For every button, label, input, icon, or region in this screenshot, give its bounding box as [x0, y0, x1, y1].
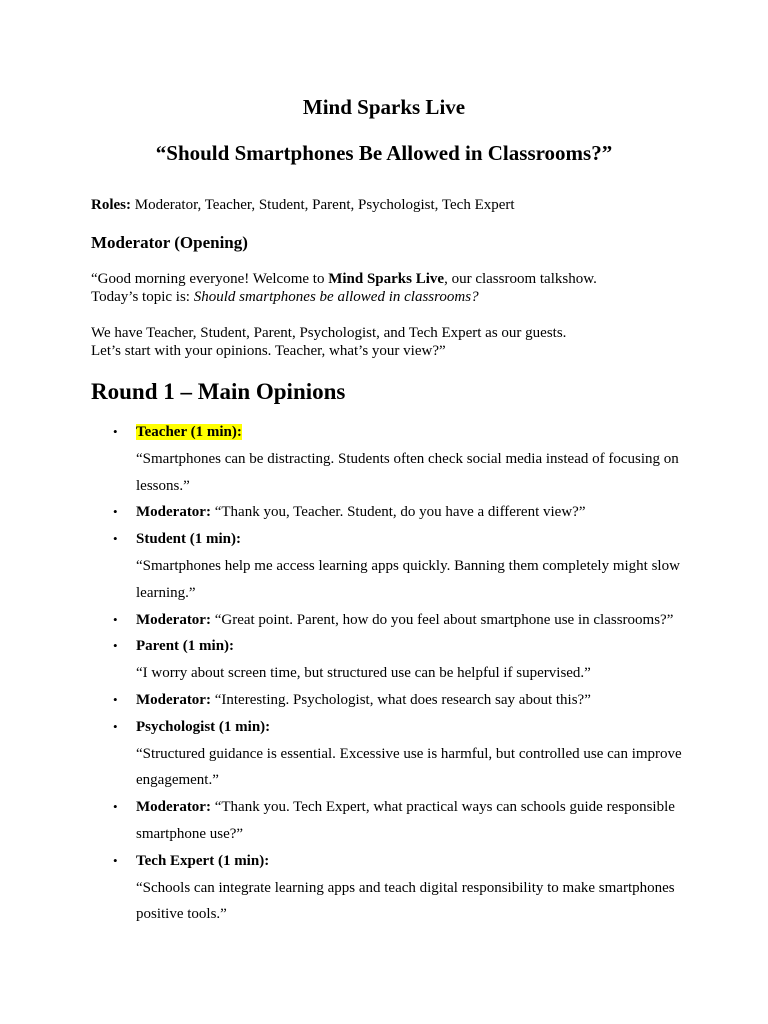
speaker-quote-tech-expert: “Schools can integrate learning apps and teach digital responsibility to make smartphones positive tools.”: [136, 879, 675, 923]
list-item-moderator-1: [113, 499, 696, 526]
list-item-tech-expert: [113, 848, 696, 928]
moderator-line-2: “Great point. Parent, how do you feel about smartphone use in classrooms?”: [210, 611, 674, 628]
speaker-quote-psychologist: “Structured guidance is essential. Excessive use is harmful, but controlled use can improve engagement.”: [136, 745, 682, 789]
opening-line3: We have Teacher, Student, Parent, Psychologist, and Tech Expert as our guests.: [91, 325, 567, 341]
roles-text: Moderator, Teacher, Student, Parent, Psychologist, Tech Expert: [131, 197, 515, 213]
speaker-label-teacher: Teacher (1 min):: [136, 424, 242, 440]
speaker-label-moderator: Moderator:: [136, 691, 211, 708]
bullet-marker: •: [113, 424, 118, 439]
opening-line2-start: Today’s topic is:: [91, 289, 194, 305]
moderator-line-3: “Interesting. Psychologist, what does research say about this?”: [210, 691, 591, 708]
opening-line1-end: , our classroom talkshow.: [444, 271, 597, 287]
bullet-marker: •: [113, 718, 118, 734]
speaker-label-moderator: Moderator:: [136, 799, 211, 816]
list-item-moderator-4: [113, 794, 696, 848]
list-item-moderator-2: [113, 607, 696, 634]
speaker-label-parent: Parent (1 min):: [136, 638, 235, 655]
opening-paragraph-2: [91, 324, 566, 360]
speaker-quote-student: “Smartphones help me access learning apps quickly. Banning them completely might slow learning.”: [136, 557, 680, 601]
bullet-marker: •: [113, 691, 118, 707]
bullet-marker: •: [113, 504, 118, 520]
speaker-quote-parent: “I worry about screen time, but structured use can be helpful if supervised.”: [136, 665, 591, 682]
moderator-line-4: “Thank you. Tech Expert, what practical ways can schools guide responsible smartphone use?”: [136, 799, 675, 842]
list-item-teacher: [113, 419, 696, 499]
opening-heading: Moderator (Opening): [91, 233, 248, 252]
moderator-line-1: “Thank you, Teacher. Student, do you have a different view?”: [210, 504, 586, 521]
speaker-label-moderator: Moderator:: [136, 504, 211, 521]
speaker-label-moderator: Moderator:: [136, 611, 211, 628]
opening-line4: Let’s start with your opinions. Teacher, what’s your view?”: [91, 343, 446, 359]
speaker-label-tech-expert: Tech Expert (1 min):: [136, 852, 270, 869]
list-item-parent: [113, 633, 696, 687]
bullet-marker: •: [113, 638, 118, 654]
opening-paragraph-1: [91, 270, 597, 306]
speaker-label-psychologist: Psychologist (1 min):: [136, 718, 271, 735]
topic-text: Should smartphones be allowed in classrooms?: [193, 289, 479, 305]
opening-line1-start: “Good morning everyone! Welcome to: [91, 271, 329, 287]
document-title: Mind Sparks Live: [302, 95, 466, 119]
bullet-marker: •: [113, 799, 118, 815]
show-name: Mind Sparks Live: [328, 271, 445, 287]
opinions-list: [113, 419, 696, 928]
roles-line: [91, 196, 515, 214]
roles-label: Roles:: [91, 197, 131, 213]
document-subtitle: “Should Smartphones Be Allowed in Classrooms?”: [155, 141, 613, 165]
bullet-marker: •: [113, 611, 118, 627]
speaker-label-student: Student (1 min):: [136, 531, 242, 548]
speaker-quote-teacher: “Smartphones can be distracting. Students often check social media instead of focusing on lessons.”: [136, 450, 679, 494]
list-item-moderator-3: [113, 687, 696, 714]
list-item-student: [113, 526, 696, 606]
list-item-psychologist: [113, 714, 696, 794]
round-heading: Round 1 – Main Opinions: [91, 379, 346, 404]
bullet-marker: •: [113, 531, 118, 547]
bullet-marker: •: [113, 852, 118, 868]
